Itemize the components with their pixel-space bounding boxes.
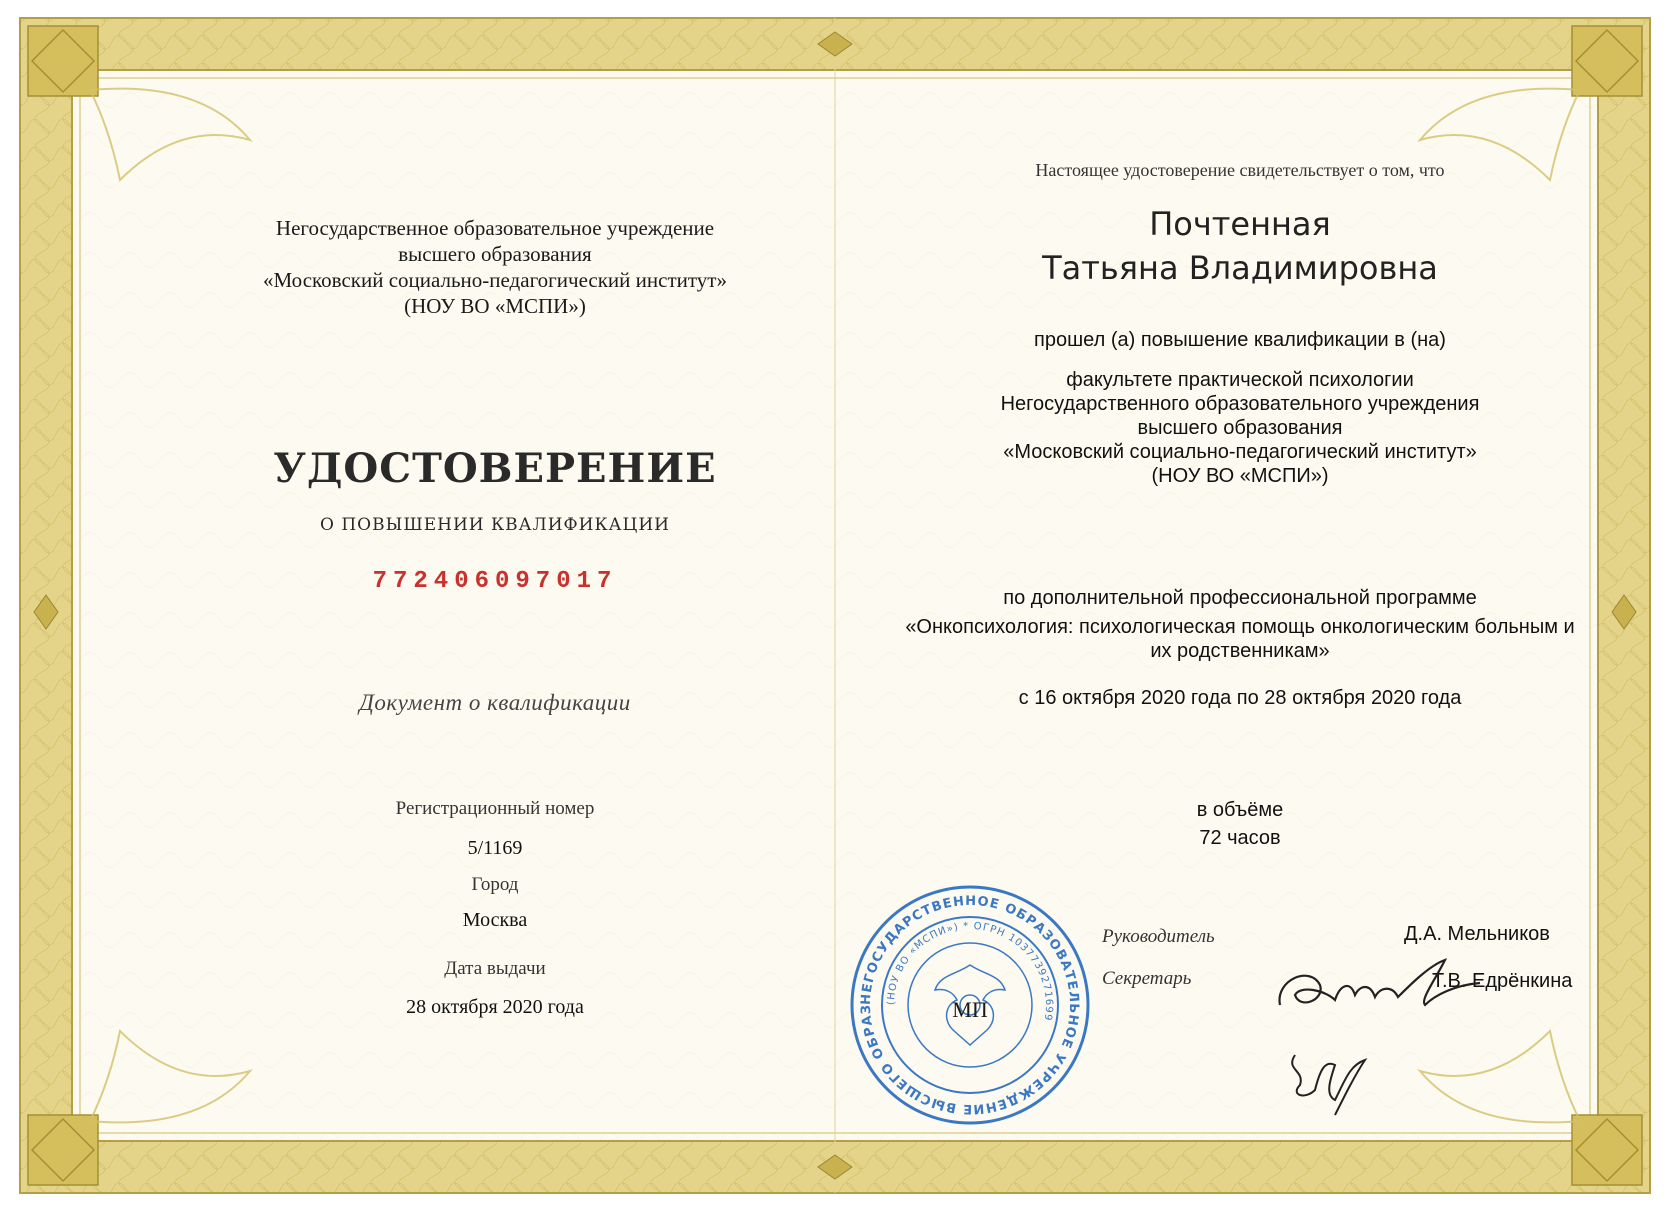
stamp-inner-text: (НОУ ВО «МСПИ») * ОГРН 1037739271699 (885, 920, 1055, 1023)
institution-line: (НОУ ВО «МСПИ») (404, 294, 586, 318)
faculty-block (880, 368, 1600, 488)
head-signature (1270, 955, 1490, 1025)
issue-date-value: 28 октября 2020 года (406, 996, 584, 1018)
program-line: «Онкопсихология: психологическая помощь онкологическим больным и (905, 616, 1575, 638)
faculty-line: факультете практической психологии (1066, 369, 1414, 391)
institution-line: Негосударственное образовательное учреждение (275, 216, 715, 240)
left-page (170, 120, 820, 1100)
intro-text: Настоящее удостоверение свидетельствует о том, что (1035, 160, 1445, 180)
registration-number: 5/1169 (467, 837, 523, 859)
holder-given-names: Татьяна Владимировна (1042, 249, 1438, 287)
training-period: с 16 октября 2020 года по 28 октября 2020 года (1018, 687, 1462, 709)
certificate-title: УДОСТОВЕРЕНИЕ (273, 445, 717, 492)
faculty-line: «Московский социально-педагогический институт» (1003, 441, 1477, 463)
secretary-role-label: Секретарь (1102, 968, 1192, 989)
volume-value: 72 часов (1199, 827, 1281, 849)
city-value: Москва (462, 909, 528, 931)
certificate-subtitle: О ПОВЫШЕНИИ КВАЛИФИКАЦИИ (320, 515, 670, 535)
secretary-name: Т.В. Едрёнкина (1432, 970, 1573, 992)
document-type: Документ о квалификации (359, 690, 631, 715)
city-label: Город (471, 874, 519, 895)
program-name (880, 615, 1600, 663)
institution-line: «Московский социально-педагогический институт» (263, 268, 727, 292)
faculty-line: высшего образования (1137, 417, 1343, 439)
volume-label: в объёме (1196, 799, 1284, 821)
faculty-line: Негосударственного образовательного учреждения (1000, 393, 1480, 415)
head-name: Д.А. Мельников (1404, 923, 1550, 945)
head-role-label: Руководитель (1102, 926, 1215, 947)
program-line: их родственникам» (1150, 640, 1330, 662)
secretary-signature (1275, 1040, 1395, 1120)
faculty-line: (НОУ ВО «МСПИ») (1151, 465, 1329, 487)
stamp-seal-graphic (845, 880, 1095, 1130)
stamp-outer-text: НЕГОСУДАРСТВЕННОЕ ОБРАЗОВАТЕЛЬНОЕ УЧРЕЖДЕНИЕ ВЫСШЕГО ОБРАЗ (858, 893, 1082, 1117)
serial-number: 772406097017 (372, 568, 618, 595)
institution-line: высшего образования (398, 242, 592, 266)
issuer-institution (170, 215, 820, 319)
official-stamp (845, 880, 1095, 1130)
seal-placeholder-mark: МП (952, 997, 988, 1022)
program-label: по дополнительной профессиональной программе (1003, 587, 1477, 609)
training-statement: прошел (а) повышение квалификации в (на) (1034, 329, 1446, 351)
issue-date-label: Дата выдачи (444, 958, 546, 979)
registration-label: Регистрационный номер (395, 798, 595, 819)
holder-surname: Почтенная (1149, 205, 1331, 243)
